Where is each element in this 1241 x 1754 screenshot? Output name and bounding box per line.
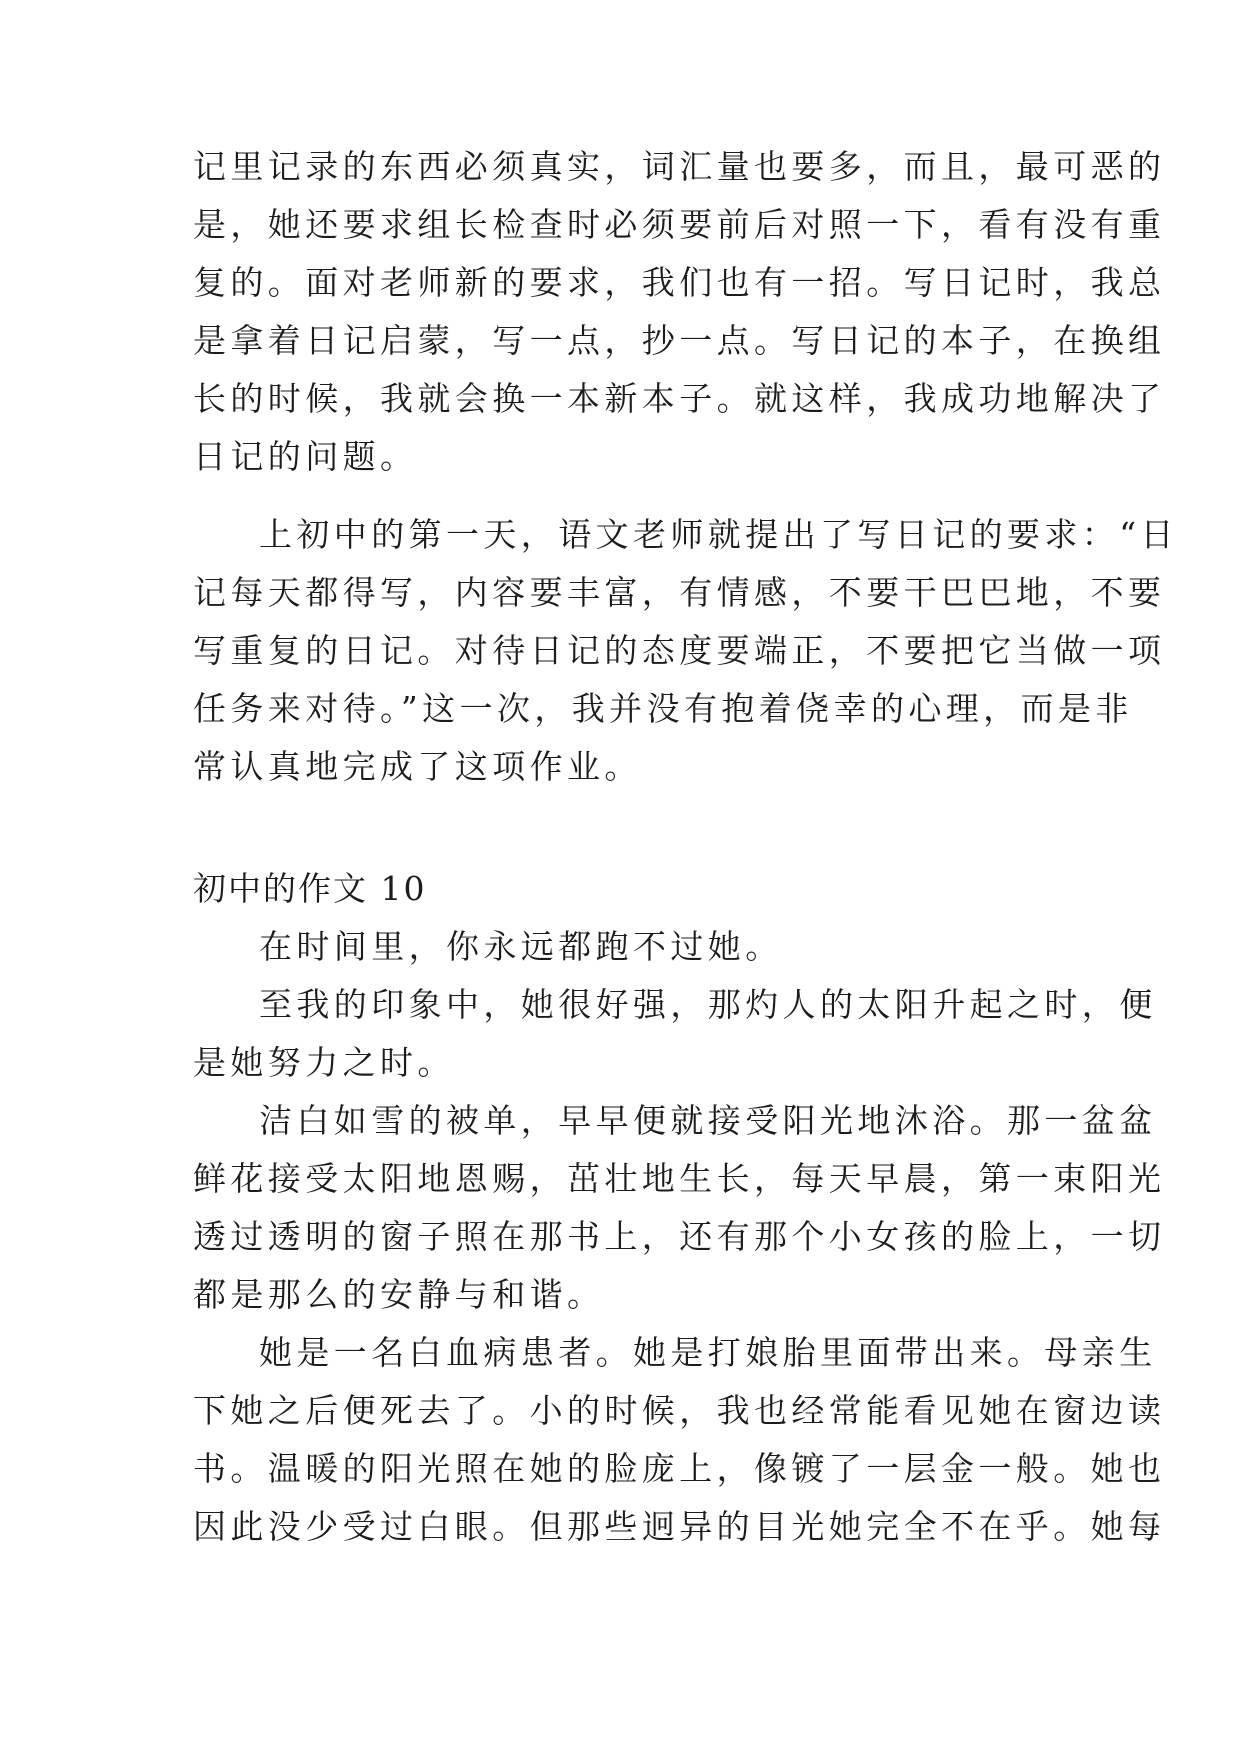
- paragraph-diary-rules: [193, 138, 1166, 486]
- text-line: 记每天都得写，内容要丰富，有情感，不要干巴巴地，不要: [193, 573, 1166, 612]
- text-line: 写重复的日记。对待日记的态度要端正，不要把它当做一项: [193, 631, 1166, 670]
- text-line: 常认真地完成了这项作业。: [193, 747, 642, 786]
- text-line: 鲜花接受太阳地恩赐，茁壮地生长，每天早晨，第一束阳光: [193, 1159, 1166, 1198]
- essay-body: [193, 918, 1166, 1556]
- text-line: 至我的印象中，她很好强，那灼人的太阳升起之时，便: [259, 985, 1157, 1024]
- paragraph-junior-high-diary: [193, 506, 1178, 796]
- text-line: 是拿着日记启蒙，写一点，抄一点。写日记的本子，在换组: [193, 321, 1166, 360]
- text-line: 在时间里，你永远都跑不过她。: [259, 927, 783, 966]
- essay-title: [193, 860, 1053, 918]
- text-line: 下她之后便死去了。小的时候，我也经常能看见她在窗边读: [193, 1391, 1166, 1430]
- text-line: 透过透明的窗子照在那书上，还有那个小女孩的脸上，一切: [193, 1217, 1166, 1256]
- text-line: 日记的问题。: [193, 437, 418, 476]
- text-line: 是她努力之时。: [193, 1043, 455, 1082]
- text-line: 记里记录的东西必须真实，词汇量也要多，而且，最可恶的: [193, 147, 1166, 186]
- text-line: 洁白如雪的被单，早早便就接受阳光地沐浴。那一盆盆: [259, 1101, 1157, 1140]
- text-line: 是，她还要求组长检查时必须要前后对照一下，看有没有重: [193, 205, 1166, 244]
- text-line: 书。温暖的阳光照在她的脸庞上，像镀了一层金一般。她也: [193, 1449, 1166, 1488]
- text-line: 因此没少受过白眼。但那些迥异的目光她完全不在乎。她每: [193, 1507, 1166, 1546]
- text-line: 长的时候，我就会换一本新本子。就这样，我成功地解决了: [193, 379, 1166, 418]
- text-line: 都是那么的安静与和谐。: [193, 1275, 605, 1314]
- text-line: 上初中的第一天，语文老师就提出了写日记的要求：“日: [259, 515, 1178, 554]
- text-line: 复的。面对老师新的要求，我们也有一招。写日记时，我总: [193, 263, 1166, 302]
- essay-title-text: 初中的作文 10: [193, 869, 427, 908]
- text-line: 她是一名白血病患者。她是打娘胎里面带出来。母亲生: [259, 1333, 1157, 1372]
- text-line: 任务来对待。”这一次，我并没有抱着侥幸的心理，而是非: [193, 689, 1133, 728]
